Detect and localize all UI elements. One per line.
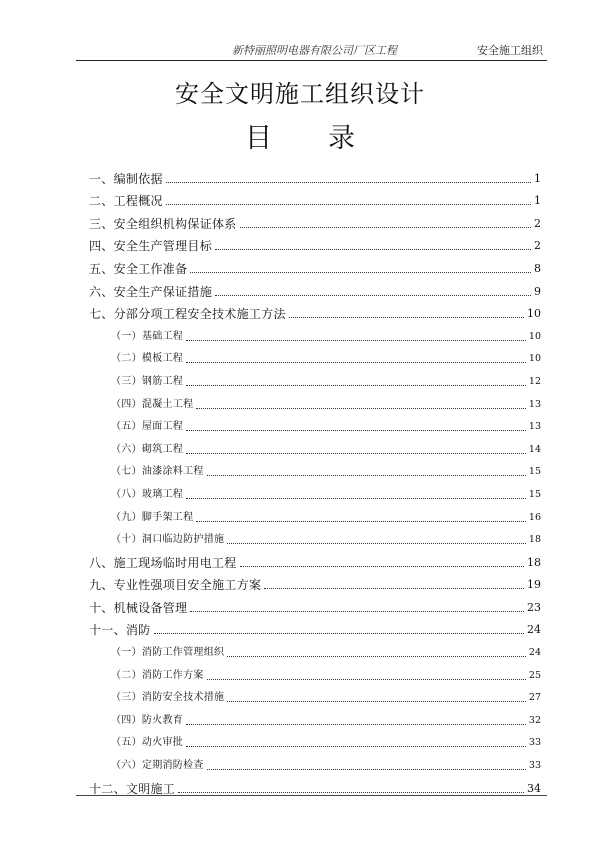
toc-entry[interactable] — [89, 163, 541, 186]
toc-dot-leader — [186, 430, 526, 431]
toc-entry-label: 七、分部分项工程安全技术施工方法 — [89, 307, 286, 322]
toc-entry-label: （三）钢筋工程 — [111, 375, 184, 387]
toc-subentry[interactable] — [89, 637, 541, 660]
toc-entry-label: （七）油漆涂料工程 — [111, 466, 204, 478]
toc-entry[interactable] — [89, 231, 541, 254]
toc-subentry[interactable] — [89, 434, 541, 457]
toc-dot-leader — [186, 385, 526, 386]
toc-entry-label: （九）脚手架工程 — [111, 511, 194, 523]
toc-subentry[interactable] — [89, 412, 541, 435]
toc-dot-leader — [215, 249, 531, 250]
toc-heading-left: 目 — [245, 123, 272, 154]
toc-page-number: 19 — [527, 578, 541, 592]
toc-page-number: 27 — [528, 692, 541, 704]
toc-dot-leader — [186, 498, 526, 499]
toc-subentry[interactable] — [89, 683, 541, 706]
toc-page-number: 14 — [528, 443, 541, 455]
toc-page-number: 9 — [534, 284, 541, 298]
toc-entry[interactable] — [89, 592, 541, 615]
toc-page-number: 8 — [534, 261, 541, 275]
header-company-name: 新特丽照明电器有限公司厂区工程 — [232, 44, 397, 57]
toc-subentry[interactable] — [89, 728, 541, 751]
toc-dot-leader — [196, 408, 526, 409]
toc-entry-label: 五、安全工作准备 — [89, 261, 188, 276]
toc-entry[interactable] — [89, 547, 541, 570]
header-section-title: 安全施工组织 — [477, 44, 543, 57]
toc-dot-leader — [166, 182, 531, 183]
toc-entry[interactable] — [89, 186, 541, 209]
toc-entry-label: （一）基础工程 — [111, 330, 184, 342]
toc-dot-leader — [154, 633, 524, 634]
toc-subentry[interactable] — [89, 705, 541, 728]
toc-page-number: 13 — [528, 398, 541, 410]
toc-entry-label: 九、专业性强项目安全施工方案 — [89, 578, 262, 593]
toc-dot-leader — [186, 340, 526, 341]
toc-page-number: 24 — [527, 623, 541, 637]
toc-page-number: 10 — [527, 307, 541, 321]
toc-entry[interactable] — [89, 615, 541, 638]
toc-page-number: 24 — [528, 647, 541, 659]
toc-entry-label: 三、安全组织机构保证体系 — [89, 216, 237, 231]
toc-subentry[interactable] — [89, 366, 541, 389]
toc-entry-label: 一、编制依据 — [89, 171, 163, 186]
toc-entry-label: （二）模板工程 — [111, 353, 184, 365]
page-header — [76, 40, 547, 61]
table-of-contents — [89, 163, 541, 796]
toc-page-number: 13 — [528, 421, 541, 433]
document-title: 安全文明施工组织设计 — [175, 80, 425, 108]
toc-entry-label: （四）混凝土工程 — [111, 398, 194, 410]
toc-dot-leader — [196, 521, 526, 522]
toc-entry-label: （八）玻璃工程 — [111, 488, 184, 500]
toc-page-number: 23 — [527, 600, 541, 614]
toc-page-number: 15 — [528, 488, 541, 500]
toc-page-number: 33 — [528, 760, 541, 772]
toc-entry-label: （一）消防工作管理组织 — [111, 647, 225, 659]
toc-entry-label: 八、施工现场临时用电工程 — [89, 555, 237, 570]
toc-entry-label: （三）消防安全技术措施 — [111, 692, 225, 704]
toc-subentry[interactable] — [89, 660, 541, 683]
toc-dot-leader — [227, 543, 526, 544]
toc-entry[interactable] — [89, 570, 541, 593]
toc-dot-leader — [227, 701, 526, 702]
toc-dot-leader — [264, 588, 524, 589]
toc-entry-label: （四）防火教育 — [111, 714, 184, 726]
toc-subentry[interactable] — [89, 389, 541, 412]
toc-page-number: 1 — [534, 171, 541, 185]
toc-subentry[interactable] — [89, 525, 541, 548]
toc-entry-label: （十）洞口临边防护措施 — [111, 534, 225, 546]
toc-entry-label: 十、机械设备管理 — [89, 600, 188, 615]
toc-dot-leader — [227, 656, 526, 657]
toc-dot-leader — [166, 204, 531, 205]
toc-entry[interactable] — [89, 253, 541, 276]
toc-entry[interactable] — [89, 276, 541, 299]
toc-dot-leader — [186, 453, 526, 454]
toc-page-number: 18 — [527, 555, 541, 569]
toc-subentry[interactable] — [89, 457, 541, 480]
toc-dot-leader — [186, 746, 526, 747]
toc-entry[interactable] — [89, 299, 541, 322]
toc-page-number: 10 — [528, 330, 541, 342]
toc-subentry[interactable] — [89, 344, 541, 367]
toc-entry-label: （六）定期消防检查 — [111, 760, 204, 772]
toc-entry-label: 十一、消防 — [89, 623, 151, 638]
toc-entry-label: 十二、文明施工 — [89, 781, 176, 796]
toc-heading — [0, 116, 600, 155]
toc-entry-label: （二）消防工作方案 — [111, 669, 204, 681]
toc-dot-leader — [190, 272, 531, 273]
toc-dot-leader — [186, 724, 526, 725]
toc-page-number: 1 — [534, 194, 541, 208]
toc-page-number: 34 — [527, 781, 541, 795]
toc-dot-leader — [190, 611, 524, 612]
toc-dot-leader — [240, 227, 531, 228]
toc-subentry[interactable] — [89, 502, 541, 525]
toc-dot-leader — [207, 475, 526, 476]
toc-page-number: 32 — [528, 714, 541, 726]
toc-dot-leader — [186, 362, 526, 363]
toc-dot-leader — [207, 769, 526, 770]
toc-entry-label: 六、安全生产保证措施 — [89, 284, 213, 299]
toc-subentry[interactable] — [89, 750, 541, 773]
toc-page-number: 18 — [528, 534, 541, 546]
toc-entry-label: 二、工程概况 — [89, 194, 163, 209]
toc-page-number: 25 — [528, 669, 541, 681]
toc-page-number: 15 — [528, 466, 541, 478]
toc-entry-label: 四、安全生产管理目标 — [89, 239, 213, 254]
toc-page-number: 2 — [534, 216, 541, 230]
toc-page-number: 10 — [528, 353, 541, 365]
toc-page-number: 12 — [528, 375, 541, 387]
toc-dot-leader — [240, 566, 524, 567]
toc-subentry[interactable] — [89, 479, 541, 502]
toc-heading-right: 录 — [328, 123, 355, 154]
footer-divider — [76, 795, 547, 796]
toc-page-number: 2 — [534, 239, 541, 253]
toc-dot-leader — [215, 295, 531, 296]
toc-entry-label: （五）屋面工程 — [111, 421, 184, 433]
toc-entry[interactable] — [89, 773, 541, 796]
toc-dot-leader — [178, 792, 524, 793]
toc-entry[interactable] — [89, 208, 541, 231]
toc-subentry[interactable] — [89, 321, 541, 344]
toc-entry-label: （五）动火审批 — [111, 737, 184, 749]
toc-page-number: 33 — [528, 737, 541, 749]
toc-dot-leader — [207, 679, 526, 680]
toc-page-number: 16 — [528, 511, 541, 523]
toc-entry-label: （六）砌筑工程 — [111, 443, 184, 455]
toc-dot-leader — [289, 317, 524, 318]
